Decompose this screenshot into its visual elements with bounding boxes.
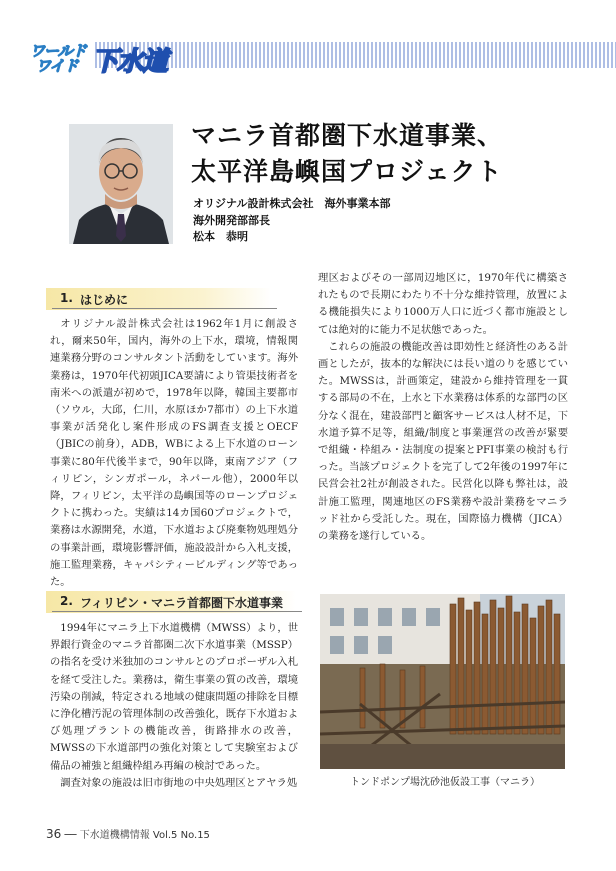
section-underline [52, 308, 277, 309]
footer-dash: ── [64, 830, 77, 841]
paragraph: オリジナル設計株式会社は1962年1月に創設され，爾来50年，国内，海外の上下水，環境，情報関連業務分野のコンサルタント活動をしています。海外業務は，1970年代初頭JICA要請により管渠技術者を南米への派遣が初めで，1978年以降，韓国主要都市（ソウル，大邱，仁川，水原ほか7都市）の上下水道事業が活発化し案件形成のFS調査支援とOECF（JBICの前身），ADB，WBによる上下水道のローン事業に80年代後半まで，90年以降，東南アジア（フィリピン，シンガポール，ネパール他），2000年以降，フィリピン，太平洋の島嶼国等のローンプロジェクトに携わった。実績は14カ国60プロジェクトで，業務は水源開発，水道，下水道および廃棄物処理処分の事業計画，環境影響評価，施設設計から入札支援，施工監理業務，キャパシティービルディング等であった。 [50, 318, 298, 589]
section2-title: フィリピン・マニラ首都圏下水道事業 [80, 596, 284, 610]
construction-site-photo [320, 594, 565, 769]
page-footer [46, 826, 210, 841]
author-portrait [69, 124, 173, 244]
title-line1: マニラ首都圏下水道事業、 [191, 121, 504, 150]
author-org: オリジナル設計株式会社 海外事業本部 [193, 197, 391, 210]
volume: Vol.5 [152, 830, 178, 841]
publication-name: 下水道機構情報 [79, 830, 150, 841]
logo-line1: ワールド [30, 42, 86, 60]
photo-caption: トンドポンプ場沈砂池仮設工事（マニラ） [350, 777, 540, 788]
section1-title: はじめに [80, 293, 129, 307]
section2-heading [46, 591, 296, 613]
world-wide-gesuido-logo [30, 40, 190, 77]
paragraph: 理区およびその一部周辺地区に，1970年代に構築されたもので長期にわたり不十分な維持管理，放置による機能損失により1000万人口に近づく都市施設としては絶対的に能力不足状態であった。 [318, 272, 568, 336]
paragraph: 調査対象の施設は旧市街地の中央処理区とアヤラ処 [60, 776, 298, 789]
author-dept: 海外開発部部長 [193, 213, 270, 227]
logo-main: 下水道 [92, 47, 168, 77]
section1-right-body [318, 270, 568, 545]
title-line2: 太平洋島嶼国プロジェクト [191, 157, 503, 186]
section2-number: 2. [60, 594, 73, 608]
issue-number: No.15 [180, 830, 210, 841]
section1-number: 1. [60, 291, 73, 305]
section1-heading [46, 288, 271, 310]
article-title [191, 118, 591, 190]
author-name: 松本 恭明 [193, 230, 248, 243]
author-block [193, 196, 390, 246]
page-number: 36 [46, 827, 62, 841]
logo-line2: ワイド [36, 57, 78, 75]
section2-body [50, 620, 298, 792]
section1-left-body [50, 316, 298, 591]
section-underline [52, 611, 302, 612]
paragraph: これらの施設の機能改善は即効性と経済性のある計画としたが，抜本的な解決には長い道のりを感じていた。MWSSは，計画策定，建設から維持管理を一貫する部局の不在，上水と下水業務は体系的な部門の区分なく混在，建設部門と顧客サービスは人材不足，下水道予算不足等，組織/制度と事業運営の改善が緊要で組織・枠組み・法制度の提案とPFI事業の検討も行った。当該プロジェクトを完了して2年後の1997年に民営会社2社が創設された。民営化以降も弊社は，設計施工監理，関連地区のFS業務や設計業務をマニラッド社から受託した。現在，国際協力機構（JICA）の業務を遂行している。 [318, 340, 568, 543]
paragraph: 1994年にマニラ上下水道機構（MWSS）より，世界銀行資金のマニラ首都圏二次下水道事業（MSSP）の指名を受け米独加のコンサルとのプロポーザル入札を経て受注した。業務は，衛生事業の質の改善，環境汚染の削減，特定される地域の健康問題の排除を目標に浄化槽汚泥の管理体制の改善強化，既存下水道および処理プラントの機能改善，街路排水の改善，MWSSの下水道部門の強化対策として実験室および備品の補強と組織枠組み再編の検討であった。 [50, 622, 298, 772]
